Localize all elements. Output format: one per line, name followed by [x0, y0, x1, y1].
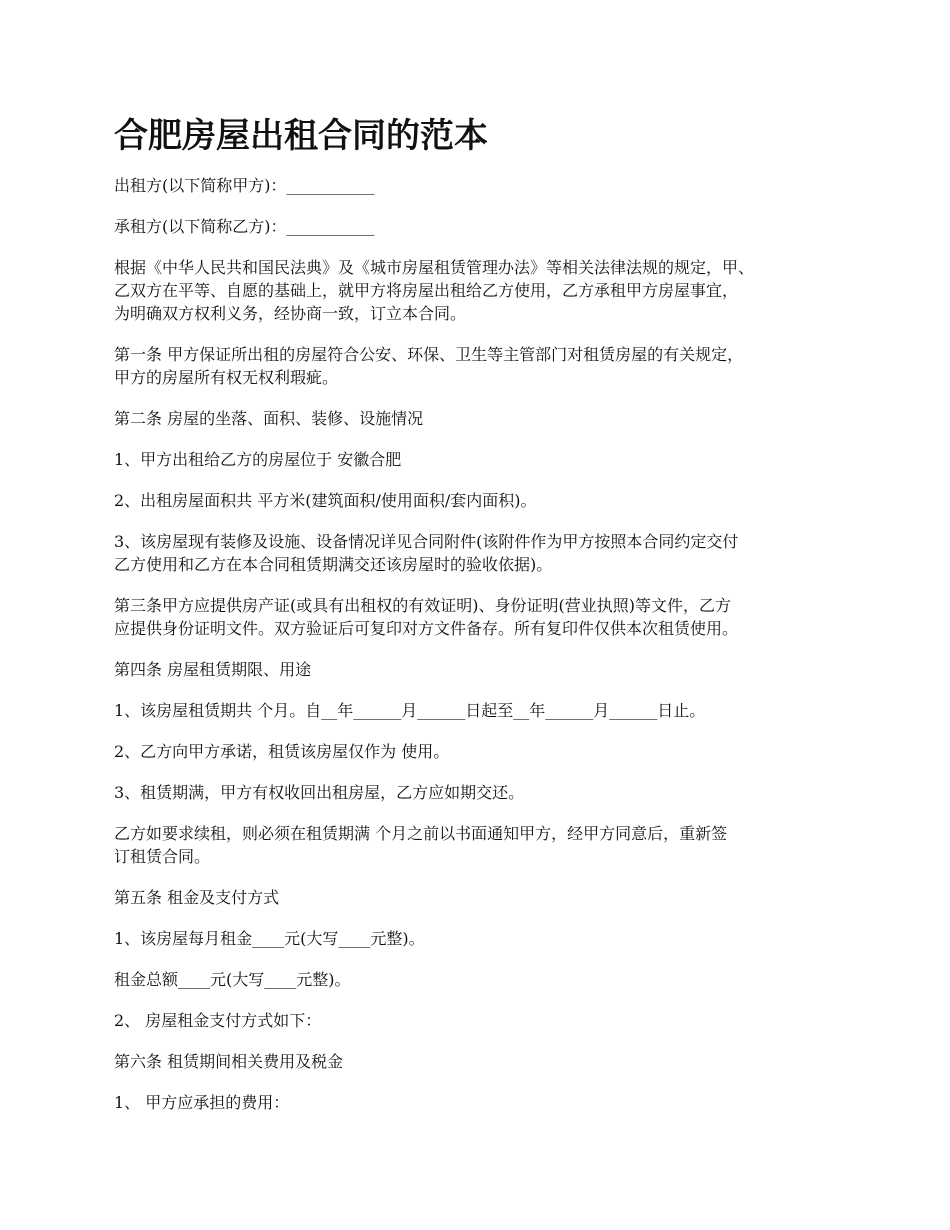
paragraph-article-5-item-2	[114, 1009, 844, 1032]
text-line: 承租方(以下简称乙方)：___________	[114, 217, 375, 236]
paragraph-article-2-item-2	[114, 489, 844, 512]
text-line: 乙方如要求续租，则必须在租赁期满 个月之前以书面通知甲方，经甲方同意后，重新签	[114, 824, 728, 843]
paragraph-article-3	[114, 594, 844, 640]
document-title: 合肥房屋出租合同的范本	[114, 116, 488, 156]
paragraph-article-4-item-3	[114, 781, 844, 804]
text-line: 第一条 甲方保证所出租的房屋符合公安、环保、卫生等主管部门对租赁房屋的有关规定，	[114, 345, 744, 364]
text-line: 第二条 房屋的坐落、面积、装修、设施情况	[114, 409, 424, 428]
paragraph-article-4-item-2	[114, 740, 844, 763]
paragraph-article-5-item-1	[114, 927, 844, 950]
text-line: 根据《中华人民共和国民法典》及《城市房屋租赁管理办法》等相关法律法规的规定，甲、	[114, 258, 755, 277]
paragraph-rent-total	[114, 968, 844, 991]
paragraph-article-2-item-1	[114, 448, 844, 471]
paragraph-article-5-heading	[114, 886, 844, 909]
text-line: 第三条甲方应提供房产证(或具有出租权的有效证明)、身份证明(营业执照)等文件，乙方	[114, 596, 731, 615]
text-line: 1、 甲方应承担的费用：	[114, 1093, 290, 1112]
paragraph-lessor	[114, 174, 844, 197]
paragraph-renewal	[114, 822, 844, 868]
text-line: 2、乙方向甲方承诺，租赁该房屋仅作为 使用。	[114, 742, 450, 761]
paragraph-article-6-heading	[114, 1050, 844, 1073]
text-line: 应提供身份证明文件。双方验证后可复印对方文件备存。所有复印件仅供本次租赁使用。	[114, 619, 739, 638]
text-line: 3、租赁期满，甲方有权收回出租房屋，乙方应如期交还。	[114, 783, 525, 802]
text-line: 第五条 租金及支付方式	[114, 888, 280, 907]
paragraph-lessee	[114, 215, 844, 238]
text-line: 订租赁合同。	[114, 847, 211, 866]
text-line: 2、 房屋租金支付方式如下：	[114, 1011, 322, 1030]
text-line: 出租方(以下简称甲方)：___________	[114, 176, 375, 195]
paragraph-article-4-item-1	[114, 699, 844, 722]
paragraph-article-4-heading	[114, 658, 844, 681]
text-line: 2、出租房屋面积共 平方米(建筑面积/使用面积/套内面积)。	[114, 491, 537, 510]
text-line: 甲方的房屋所有权无权利瑕疵。	[114, 368, 339, 387]
paragraph-article-1	[114, 343, 844, 389]
paragraph-article-6-item-1	[114, 1091, 844, 1114]
text-line: 第六条 租赁期间相关费用及税金	[114, 1052, 344, 1071]
paragraph-article-2-item-3	[114, 530, 844, 576]
text-line: 租金总额____元(大写____元整)。	[114, 970, 351, 989]
text-line: 乙双方在平等、自愿的基础上，就甲方将房屋出租给乙方使用，乙方承租甲方房屋事宜，	[114, 281, 739, 300]
paragraph-article-2-heading	[114, 407, 844, 430]
text-line: 1、该房屋租赁期共 个月。自__年______月______日起至__年______月______日止。	[114, 701, 706, 720]
text-line: 为明确双方权利义务，经协商一致，订立本合同。	[114, 304, 467, 323]
text-line: 3、该房屋现有装修及设施、设备情况详见合同附件(该附件作为甲方按照本合同约定交付	[114, 532, 739, 551]
text-line: 第四条 房屋租赁期限、用途	[114, 660, 312, 679]
text-line: 1、甲方出租给乙方的房屋位于 安徽合肥	[114, 450, 402, 469]
document-page	[114, 112, 844, 1132]
paragraph-preamble	[114, 256, 844, 325]
text-line: 乙方使用和乙方在本合同租赁期满交还该房屋时的验收依据)。	[114, 555, 553, 574]
text-line: 1、该房屋每月租金____元(大写____元整)。	[114, 929, 425, 948]
